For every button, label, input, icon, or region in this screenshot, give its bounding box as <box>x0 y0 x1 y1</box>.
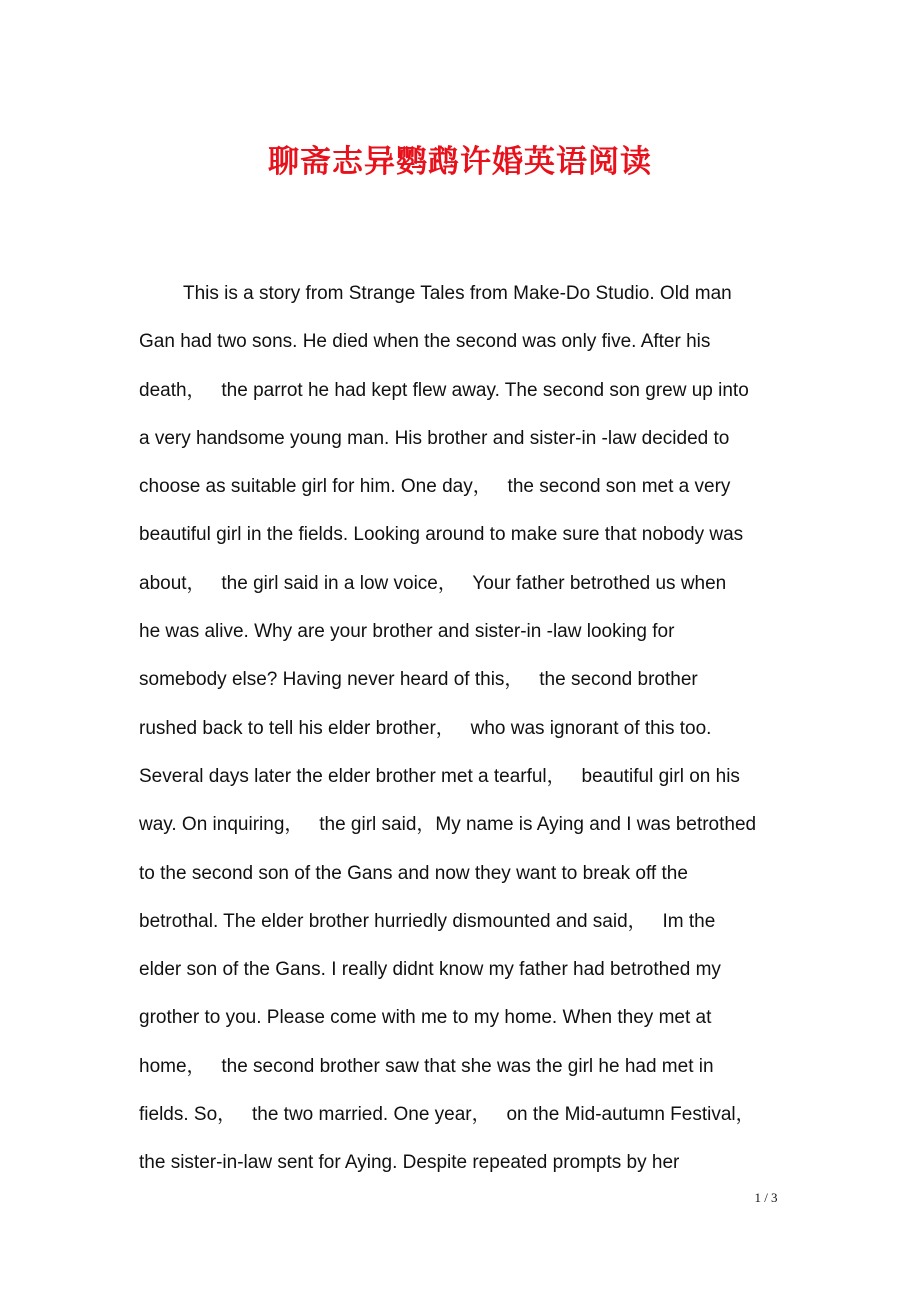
text-line: somebody else? Having never heard of this， the second brother <box>139 669 698 691</box>
text-line: fields. So， the two married. One year， on the Mid-autumn Festival， <box>139 1104 755 1126</box>
text-line: elder son of the Gans. I really didnt know my father had betrothed my <box>139 959 721 981</box>
text-line: a very handsome young man. His brother and sister-in -law decided to <box>139 427 730 449</box>
body-paragraph <box>139 270 799 1188</box>
text-line: he was alive. Why are your brother and sister-in -law looking for <box>139 621 675 643</box>
text-line: Several days later the elder brother met a tearful， beautiful girl on his <box>139 765 740 787</box>
text-line: home， the second brother saw that she was the girl he had met in <box>139 1055 714 1077</box>
text-line: Gan had two sons. He died when the second was only five. After his <box>139 331 711 353</box>
text-line: grother to you. Please come with me to my home. When they met at <box>139 1007 712 1029</box>
text-line: to the second son of the Gans and now they want to break off the <box>139 862 688 884</box>
text-line: death， the parrot he had kept flew away. The second son grew up into <box>139 379 749 401</box>
document-title: 聊斋志异鹦鹉许婚英语阅读 <box>268 144 652 180</box>
page-number: 1 / 3 <box>754 1190 778 1205</box>
text-line: choose as suitable girl for him. One day， the second son met a very <box>139 476 731 498</box>
text-line: beautiful girl in the fields. Looking around to make sure that nobody was <box>139 524 744 546</box>
text-line: way. On inquiring， the girl said，My name is Aying and I was betrothed <box>139 814 757 836</box>
text-line: about， the girl said in a low voice， Your father betrothed us when <box>139 572 727 594</box>
text-line: betrothal. The elder brother hurriedly dismounted and said， Im the <box>139 910 716 932</box>
text-line: rushed back to tell his elder brother， who was ignorant of this too. <box>139 717 712 739</box>
text-line: This is a story from Strange Tales from Make-Do Studio. Old man <box>183 283 732 304</box>
text-line: the sister-in-law sent for Aying. Despite repeated prompts by her <box>139 1152 680 1174</box>
